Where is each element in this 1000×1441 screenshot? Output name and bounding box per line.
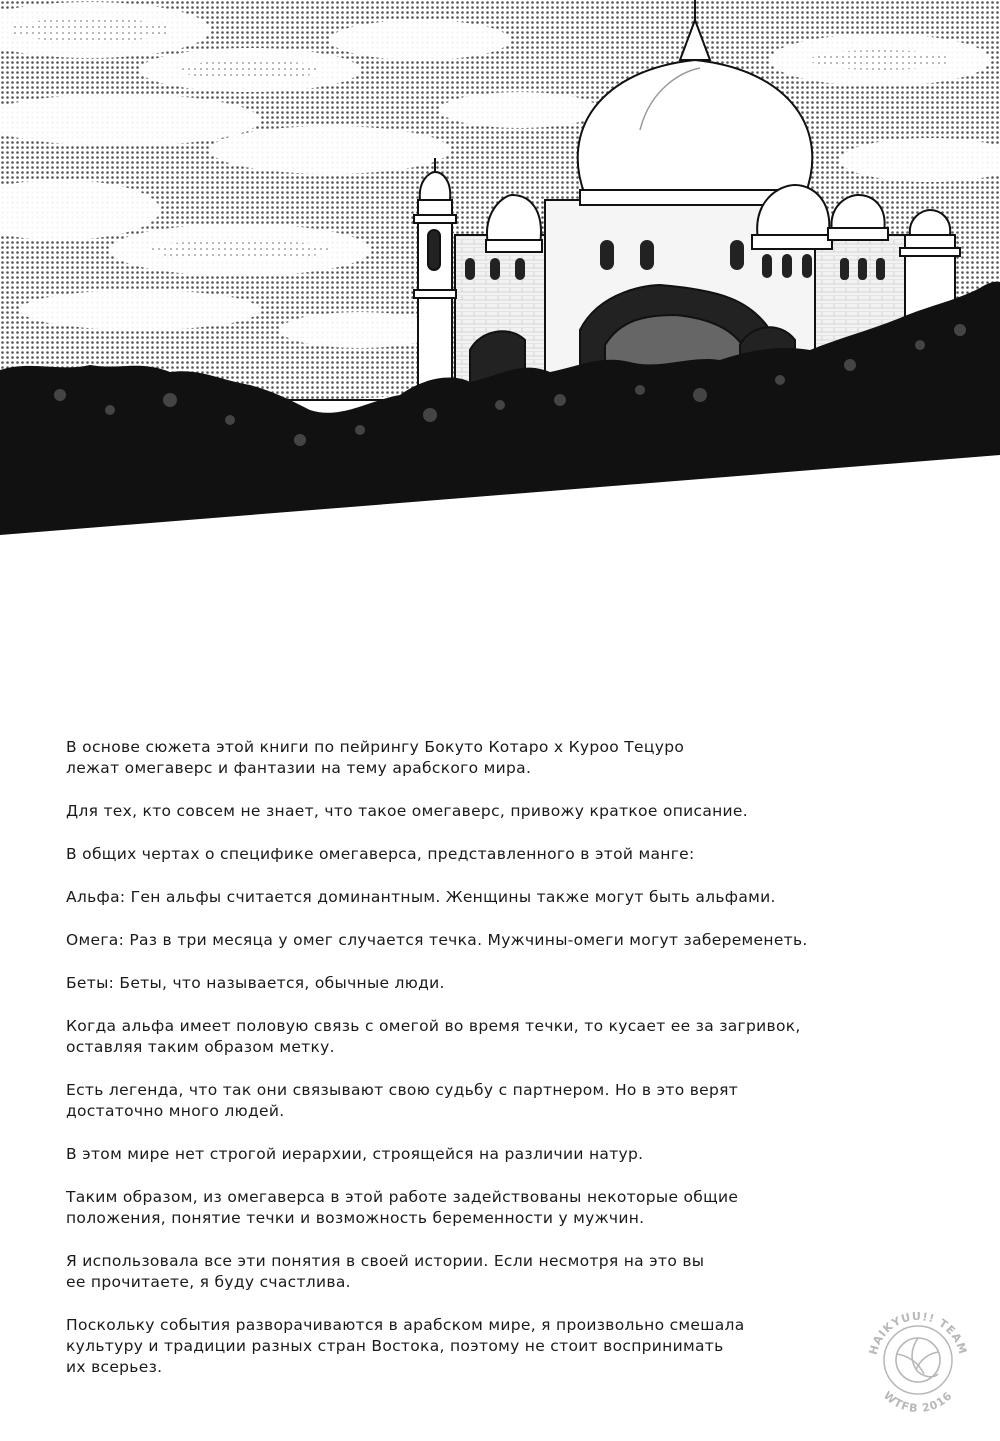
stamp-top-text: HAIKYUU!! TEAM [866, 1309, 970, 1357]
paragraph-alpha: Альфа: Ген альфы считается доминантным. Женщины также могут быть альфами. [66, 888, 776, 906]
paragraph-omega: Омега: Раз в три месяца у омег случается течка. Мужчины-омеги могут забеременеть. [66, 931, 808, 949]
palace-illustration [0, 0, 1000, 535]
stamp-bottom-text: WTFB 2016 [880, 1388, 956, 1416]
paragraph-3: В общих чертах о специфике омегаверса, представленного в этой манге: [66, 845, 695, 863]
volleyball-icon [896, 1338, 940, 1382]
paragraph-9: В этом мире нет строгой иерархии, строящейся на различии натур. [66, 1145, 644, 1163]
svg-text:HAIKYUU!! TEAM [867, 1310, 970, 1356]
paragraph-10: Таким образом, из омегаверса в этой работе задействованы некоторые общие положения, понятие течки и возможность беременности у мужчин. [66, 1188, 739, 1227]
paragraph-7: Когда альфа имеет половую связь с омегой во время течки, то кусает ее за загривок, оставляя таким образом метку. [66, 1017, 801, 1056]
paragraph-11: Я использовала все эти понятия в своей истории. Если несмотря на это вы ее прочитаете, я буду счастлива. [66, 1252, 705, 1291]
team-stamp [858, 1300, 978, 1420]
paragraph-2: Для тех, кто совсем не знает, что такое омегаверс, привожу краткое описание. [66, 802, 748, 820]
paragraph-beta: Беты: Беты, что называется, обычные люди. [66, 974, 445, 992]
paragraph-8: Есть легенда, что так они связывают свою судьбу с партнером. Но в это верят достаточно много людей. [66, 1081, 739, 1120]
paragraph-12: Поскольку события разворачиваются в арабском мире, я произвольно смешала культуру и традиции разных стран Востока, поэтому не стоит воспринимать их всерьез. [66, 1316, 745, 1376]
intro-text [66, 737, 926, 1400]
svg-text:WTFB 2016 [881, 1389, 955, 1415]
paragraph-1: В основе сюжета этой книги по пейрингу Бокуто Котаро x Куроо Тецуро лежат омегаверс и фантазии на тему арабского мира. [66, 738, 685, 777]
